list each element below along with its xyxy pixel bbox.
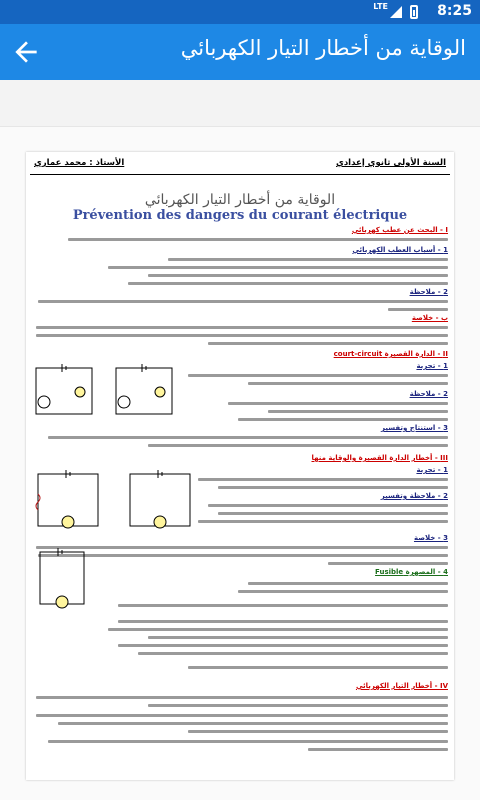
- text-line: [48, 740, 448, 743]
- section-heading: IV - أخطار التيار الكهربائي: [355, 682, 448, 690]
- section-heading: 2 - ملاحظة وتفسير: [380, 492, 448, 500]
- text-line: [36, 714, 448, 717]
- text-line: [118, 620, 448, 623]
- text-line: [38, 300, 448, 303]
- section-heading: 2 - ملاحظة: [409, 288, 448, 296]
- section-heading: III - أخطار الدارة القصيرة والوقاية منها: [311, 454, 448, 462]
- text-line: [238, 590, 448, 593]
- text-line: [388, 308, 448, 311]
- text-line: [308, 748, 448, 751]
- text-line: [198, 520, 448, 523]
- section-heading: 1 - تجربة: [416, 466, 448, 474]
- text-line: [198, 478, 448, 481]
- battery-icon: [410, 5, 418, 19]
- section-heading: ب - خلاصة: [411, 314, 448, 322]
- document-header-level: السنة الأولى ثانوي إعدادي: [336, 158, 446, 168]
- text-line: [268, 410, 448, 413]
- header-divider: [30, 174, 450, 175]
- text-line: [238, 418, 448, 421]
- text-line: [36, 696, 448, 699]
- section-heading: 1 - تجربة: [416, 362, 448, 370]
- section-heading: 3 - استنتاج وتفسير: [381, 424, 448, 432]
- text-line: [36, 326, 448, 329]
- text-line: [148, 636, 448, 639]
- app-bar: [0, 24, 480, 80]
- arrow-back-icon[interactable]: [10, 36, 42, 68]
- text-line: [138, 652, 448, 655]
- circuit-diagram-2: [110, 362, 180, 422]
- text-line: [248, 582, 448, 585]
- circuit-diagram-3: [30, 464, 110, 534]
- signal-icon: [390, 6, 402, 18]
- text-line: [108, 266, 448, 269]
- document-title-french: Prévention des dangers du courant électrique: [72, 208, 408, 223]
- document-page[interactable]: [26, 152, 454, 780]
- text-line: [148, 444, 448, 447]
- text-line: [58, 722, 448, 725]
- section-heading: 4 - المصهرة Fusible: [375, 568, 448, 576]
- text-line: [148, 274, 448, 277]
- section-heading: 1 - أسباب العطب الكهربائي: [352, 246, 448, 254]
- text-line: [188, 730, 448, 733]
- text-line: [248, 382, 448, 385]
- section-heading: II - الدارة القصيرة court-circuit: [333, 350, 448, 358]
- text-line: [36, 546, 448, 549]
- circuit-diagram-1: [30, 362, 100, 422]
- text-line: [188, 374, 448, 377]
- status-bar: [0, 0, 480, 24]
- text-line: [328, 562, 448, 565]
- ad-banner-area: [0, 80, 480, 127]
- section-heading: I - البحث عن عطب كهربائي: [351, 226, 448, 234]
- text-line: [218, 486, 448, 489]
- text-line: [48, 436, 448, 439]
- circuit-diagram-5: [32, 544, 92, 614]
- section-heading: 3 - خلاصة: [413, 534, 448, 542]
- document-title-arabic: الوقاية من أخطار التيار الكهربائي: [144, 192, 336, 208]
- text-line: [168, 258, 448, 261]
- text-line: [68, 238, 448, 241]
- status-time: 8:25: [437, 3, 472, 19]
- text-line: [36, 334, 448, 337]
- section-heading: 2 - ملاحظة: [409, 390, 448, 398]
- text-line: [208, 504, 448, 507]
- text-line: [38, 554, 448, 557]
- text-line: [128, 282, 448, 285]
- text-line: [208, 342, 448, 345]
- lte-label: LTE: [373, 2, 388, 11]
- text-line: [188, 666, 448, 669]
- page-title: الوقاية من أخطار التيار الكهربائي: [180, 36, 466, 60]
- document-header-teacher: الأستاذ : محمد عماري: [34, 158, 125, 168]
- text-line: [108, 628, 448, 631]
- text-line: [118, 604, 448, 607]
- text-line: [148, 704, 448, 707]
- text-line: [228, 402, 448, 405]
- text-line: [218, 512, 448, 515]
- text-line: [118, 644, 448, 647]
- circuit-diagram-4: [122, 464, 202, 534]
